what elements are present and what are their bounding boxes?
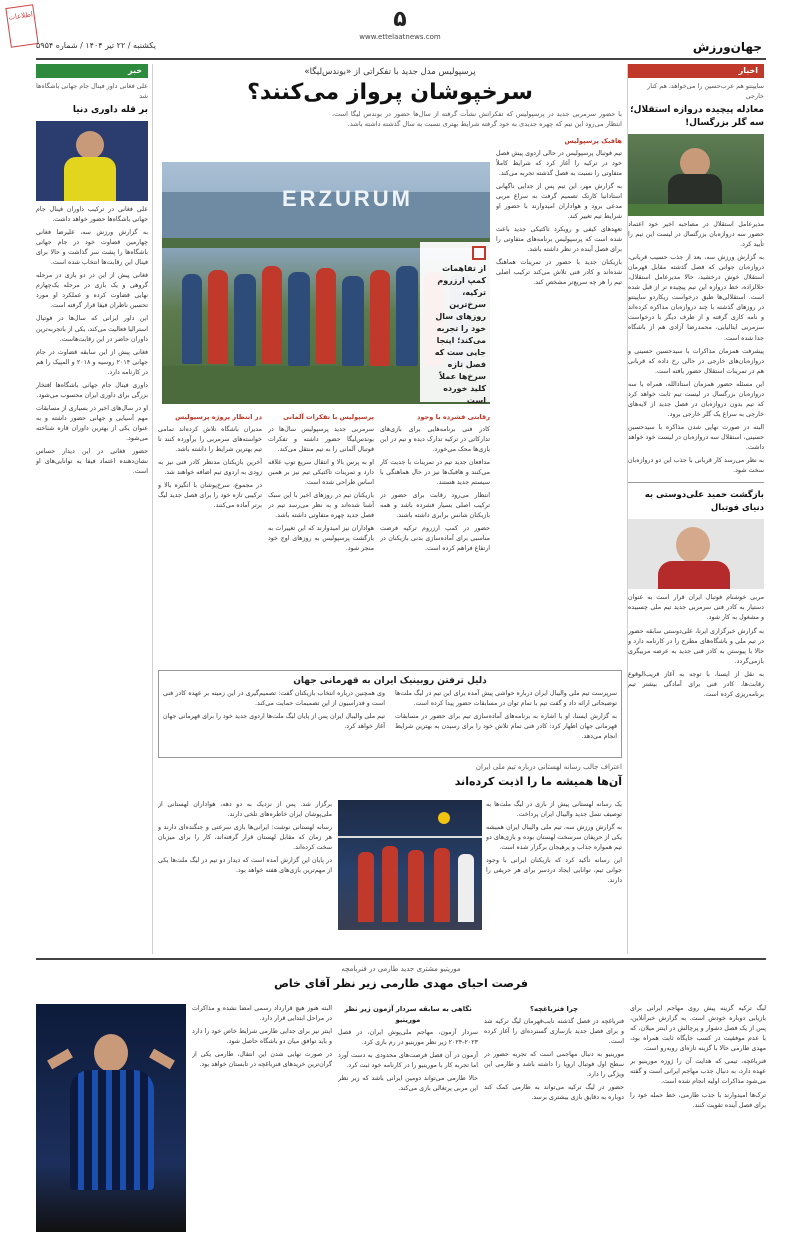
- polish-headline: آن‌ها همیشه ما را اذیت کرده‌اند: [454, 774, 622, 788]
- paragraph: این مسئله حضور همزمان استادالله، همراه با سه دروازه‌بان بزرگسال در لیست تیم ثابت خواهد کرد که تیم بدون دروازه‌بان در فصل جدید از لایه‌های خارجی به سراغ یک گلر خارجی برود.: [628, 380, 764, 418]
- paragraph: فغانی پیش از این در دو بازی در مرحله گروهی و یک بازی در مرحله یک‌چهارم نهایی قضاوت کرده و عملکرد او مورد تحسین ناظران فیفا قرار گرفته است.: [36, 272, 148, 310]
- paragraph: فنرباغچه، تیمی که هدایت آن را ژوزه مورینیو بر عهده دارد، به دنبال جذب مهاجم ایرانی است و گفته می‌شود مذاکرات اولیه انجام شده است.: [630, 1058, 766, 1086]
- paragraph: در صورت نهایی شدن این انتقال، طارمی یکی از گران‌ترین خریدهای فنرباغچه در تابستان خواهد بود.: [192, 1051, 332, 1069]
- left-headline: بر قله داوری دنیا: [72, 104, 148, 115]
- right-body: [628, 220, 764, 477]
- paragraph: تیم ملی والیبال ایران پس از پایان لیگ ملت‌ها اردوی جدید خود را برای قهرمانی جهان آغاز خواهد کرد.: [163, 713, 385, 731]
- bottom-article: [36, 964, 766, 1004]
- bottom-column-2: [484, 1004, 624, 1232]
- paragraph: این داور ایرانی که سال‌ها در فوتبال استرالیا فعالیت می‌کند، یکی از باتجربه‌ترین داوران حاضر در این رقابت‌هاست.: [36, 315, 148, 343]
- taremi-photo: [36, 1004, 186, 1232]
- paragraph: علی فغانی در ترکیب داوران فینال جام جهانی باشگاه‌ها حضور خواهد داشت.: [36, 205, 148, 223]
- polish-kicker: اعتراف جالب رسانه لهستانی درباره تیم ملی ایران: [475, 763, 622, 771]
- polish-column-2: [158, 800, 332, 952]
- paragraph: رسانه لهستانی نوشت: ایرانی‌ها بازی سرعتی و جنگنده‌ای دارند و هر زمان که مقابل لهستان قرار گرفته‌اند، کار را برای میزبان سخت کرده‌اند.: [158, 824, 332, 852]
- subheading: رقابتی فشرده با وجود: [416, 413, 490, 421]
- paragraph: حالا طارمی می‌تواند دومین ایرانی باشد که زیر نظر این مربی پرتغالی بازی می‌کند.: [338, 1075, 478, 1093]
- left-column: [36, 64, 148, 954]
- bottom-column-3: [338, 1004, 478, 1232]
- site-url[interactable]: www.ettelaatnews.com: [359, 33, 441, 41]
- paragraph: به گزارش ورزش سه، علیرضا فغانی چهارمین قضاوت خود در جام جهانی باشگاه‌ها را پشت سر گذاشت و حالا برای فینال این رقابت‌ها انتخاب شده است.: [36, 228, 148, 267]
- bottom-kicker: موریتیو مشتری جدید طارمی در فنربامچه: [341, 965, 461, 973]
- paragraph: سردار آزمون، مهاجم ملی‌پوش ایران، در فصل ۲۰۲۳-۲۰۲۴ زیر نظر مورینیو در رم بازی کرد.: [338, 1028, 478, 1046]
- paragraph: البته در صورت نهایی شدن مذاکره با سیدحسین حسینی، استقلال سه دروازه‌بان در لیست خود خواهد داشت.: [628, 424, 764, 452]
- page-number-block: [340, 8, 460, 43]
- paragraph: او در سال‌های اخیر در بسیاری از مسابقات مهم آسیایی و جهانی حضور داشته و به عنوان یکی از بهترین داوران قاره شناخته می‌شود.: [36, 404, 148, 443]
- main-column-3: [268, 410, 374, 665]
- paragraph: او به پرس بالا و انتقال سریع توپ علاقه دارد و تمرینات تاکتیکی تیم نیز بر همین اساس طراحی شده است.: [268, 458, 374, 486]
- issue-date: یکشنبه / ۲۲ تیر ۱۴۰۴ / شماره ۵۹۵۴: [36, 41, 156, 50]
- polish-column-1: [486, 800, 622, 952]
- paragraph: یک رسانه لهستانی پیش از بازی در لیگ ملت‌ها به توصیف نسل جدید والیبال ایران پرداخت.: [486, 801, 622, 819]
- paragraph: آخرین بازیکنان مدنظر کادر فنی نیز به زودی به اردوی تیم اضافه خواهند شد.: [158, 458, 262, 476]
- paragraph: به گزارش ورزش سه، تیم ملی والیبال ایران همیشه یکی از حریفان سرسخت لهستان بوده و بازی‌های دو تیم همواره جذاب و پرهیجان برگزار شده است.: [486, 824, 622, 852]
- right-headline: معادله پیچیده دروازه استقلال؛ سه گلر بزرگسال!: [630, 104, 764, 128]
- main-column-1: [496, 134, 622, 664]
- paragraph: پیشرفت همزمان مذاکرات با سیدحسین حسینی و دروازه‌بان‌های خارجی در حالی رخ داده که قربانی هم در تمرینات استقلال حضور یافته است.: [628, 347, 764, 375]
- paragraph: انتظار می‌رود رقابت برای حضور در ترکیب اصلی بسیار فشرده باشد و همه بازیکنان شانس برابری داشته باشند.: [380, 491, 490, 520]
- paragraph: آزمون در آن فصل فرصت‌های محدودی به دست آورد اما تجربه کار با مورینیو را در کارنامه خود ثبت کرد.: [338, 1051, 478, 1069]
- paragraph: لیگ ترکیه گزینه پیش روی مهاجم ایرانی برای بازیابی دوباره خودش است. به گزارش خبرآنلاین، پس از یک فصل دشوار و پرچالش در اینتر میلان، که با عدم موفقیت در کسب جایگاه ثابت همراه بود، مهدی طارمی حالا با گزینه تازه‌ای روبه‌رو است.: [630, 1005, 766, 1053]
- paragraph: به گزارش ورزش سه، بعد از جذب حسیب قربانی، دروازه‌بان جوانی که فصل گذشته مقابل قهرمان استقلال خوش درخشید، حالا مدیرعامل استقلال، حلالزاده، خط دروازه این تیم پیچیده تر از قبل شده است. استقلالی‌ها طبق درخواست ریکاردو ساپینتو در روزهای گذشته با چند دروازه‌بان مذاکره کرده‌اند و نامه کاری گرفته و از طرف دیگر با درخواست سرمربی ایتالیایی، محمدرضا آزادی هم از باشگاه جدا شده است.: [628, 254, 764, 342]
- paragraph: حضور فغانی در این دیدار حساس نشان‌دهنده اعتماد فیفا به توانایی‌های او است.: [36, 448, 148, 476]
- right-column: [628, 64, 764, 954]
- paragraph: وی همچنین درباره انتخاب بازیکنان گفت: تصمیم‌گیری در این زمینه بر عهده کادر فنی است و فدراسیون از این تصمیمات حمایت می‌کند.: [163, 689, 385, 707]
- paragraph: به گزارش مهر، این تیم پس از جدایی ناگهانی استادانیا کارتک تصمیم گرفت به سراغ مربی مدعی برود و هواداران امیدوارند با حضور او شرایط تیم تغییر کند.: [496, 182, 622, 220]
- coach-headline: بازگشت حمید علی‌دوستی به دنیای فوتبال: [644, 490, 764, 514]
- paragraph: به نقل از ایسنا، با توجه به آغاز قریب‌الوقوع رقابت‌ها، کادر فنی برای آمادگی بیشتر تیم برنامه‌ریزی کرده است.: [628, 670, 764, 698]
- news-tab: اخبار: [628, 64, 764, 78]
- page-number: ۵: [393, 7, 407, 32]
- divider: [152, 64, 153, 954]
- bottom-rule: [36, 958, 766, 960]
- header-rule: [36, 58, 766, 60]
- paragraph: حضور در کمپ ارزروم ترکیه فرصت مناسبی برای آماده‌سازی بدنی بازیکنان در ارتفاع فراهم کرده است.: [380, 525, 490, 553]
- paragraph: بازیکنان جدید با حضور در تمرینات هماهنگ شده‌اند و کادر فنی تلاش می‌کند ترکیب اصلی تیم را هر چه سریع‌تر مشخص کند.: [496, 259, 622, 287]
- paragraph: البته هنوز هیچ قرارداد رسمی امضا نشده و مذاکرات در مراحل ابتدایی قرار دارد.: [192, 1005, 332, 1023]
- quote-text: از تفاهمات کمپ ارزروم ترکیه، سرخ‌ترین روزهای سال خود را تجربه می‌کند؛ اینجا جایی ست که فصل تازه سرخ‌ها عملاً کلید خورده است: [434, 264, 486, 405]
- subheading: پرسپولیس با تفکرات آلمانی: [282, 413, 374, 421]
- column-heading: چرا فنرباغچه؟: [530, 1005, 578, 1013]
- paragraph: بازیکنان تیم در روزهای اخیر با این سبک آشنا شده‌اند و به نظر می‌رسد تیم در فصل جدید چهره متفاوتی داشته باشد.: [268, 491, 374, 520]
- column-heading: نگاهی به سابقه سردار آزمون زیر نظر مورینیو: [344, 1005, 472, 1024]
- paragraph: تعهدهای کیفی و رویکرد تاکتیکی جدید باعث شده است که پرسپولیس برنامه‌های متفاوتی را برای فصل آینده در نظر داشته باشد.: [496, 225, 622, 254]
- paragraph: حضور در لیگ ترکیه می‌تواند به طارمی کمک کند دوباره به دقایق بازی بیشتری برسد.: [484, 1084, 624, 1102]
- paragraph: تیم فوتبال پرسپولیس در حالی اردوی پیش فصل خود در ترکیه را آغاز کرد که شرایط کاملاً متفاوتی را نسبت به فصل گذشته تجربه می‌کند.: [496, 149, 622, 177]
- paragraph: به نظر می‌رسد کار قربانی با جذب این دو دروازه‌بان سخت شود.: [628, 457, 764, 475]
- paragraph: فغانی پیش از این سابقه قضاوت در جام جهانی ۲۰۱۴ روسیه و ۲۰۱۸ و المپیک را هم در کارنامه دارد.: [36, 348, 148, 376]
- paragraph: مدیرعامل استقلال در مصاحبه اخیر خود اعتماد حضور سه دروازه‌بان بزرگسال در لیست این تیم را تأیید کرد.: [628, 220, 764, 248]
- quote-icon: [472, 246, 486, 260]
- main-column-2: [380, 410, 490, 665]
- goalkeeper-photo: [628, 134, 764, 216]
- pull-quote: [420, 242, 490, 405]
- referee-photo: [36, 121, 148, 201]
- coach-photo: [628, 519, 764, 589]
- divider: [627, 64, 628, 954]
- page-header: [0, 0, 800, 62]
- right-kicker: سایپنتو هم عرب‌حسین را می‌خواهد، هم کنار خارجی: [647, 82, 764, 100]
- main-kicker: پرسپولیس مدل جدید با تفکراتی از «بوندس‌لیگا»: [304, 67, 476, 77]
- coach-body: [628, 593, 764, 700]
- paragraph: در مجموع، سرخ‌پوشان با انگیزه بالا و ترکیبی تازه خود را برای فصل جدید لیگ برتر آماده می‌کنند.: [158, 481, 262, 509]
- subheading: در انتظار پروژه پرسپولیس: [175, 413, 262, 421]
- paragraph: سرمربی جدید پرسپولیس سال‌ها در بوندس‌لیگا حضور داشته و تفکرات فوتبال آلمانی را به تیم منتقل می‌کند.: [268, 425, 374, 453]
- left-kicker: علی فغانی داور فینال جام جهانی باشگاه‌ها شد: [36, 82, 148, 100]
- main-column-4: [158, 410, 262, 665]
- volley-box-body: [163, 689, 617, 751]
- bottom-headline: فرصت احیای مهدی طارمی زیر نظر آقای خاص: [274, 976, 528, 990]
- paragraph: ترک‌ها امیدوارند با جذب طارمی، خط حمله خود را برای فصل آینده تقویت کنند.: [630, 1091, 766, 1109]
- left-body: [36, 205, 148, 478]
- paragraph: فنرباغچه در فصل گذشته نایب‌قهرمان لیگ ترکیه شد و برای فصل جدید بازسازی گسترده‌ای را آغاز کرده است.: [484, 1017, 624, 1045]
- paragraph: کادر فنی برنامه‌هایی برای بازی‌های تدارکاتی در ترکیه تدارک دیده و تیم در این بازی‌ها محک می‌خورد.: [380, 425, 490, 453]
- volleyball-photo: [338, 800, 482, 930]
- paragraph: به گزارش ایسنا، او با اشاره به برنامه‌های آماده‌سازی تیم برای حضور در مسابقات قهرمانی جهان اظهار کرد: کادر فنی تمام تلاش خود را برای رسیدن به بهترین شرایط انجام می‌دهد.: [395, 713, 617, 741]
- paragraph: مورینیو به دنبال مهاجمی است که تجربه حضور در سطح اول فوتبال اروپا را داشته باشد و طارمی این ویژگی را دارد.: [484, 1051, 624, 1079]
- subheading: هافبک پرسپولیس: [564, 137, 622, 145]
- bottom-column-4: [192, 1004, 332, 1232]
- paragraph: مدافعان جدید تیم در تمرینات با جدیت کار می‌کنند و هافبک‌ها نیز در حال هماهنگی با سیستم جدید هستند.: [380, 458, 490, 486]
- paragraph: این رسانه تأکید کرد که بازیکنان ایرانی با وجود جوانی تیم، توانایی ایجاد دردسر برای هر حریفی را دارند.: [486, 857, 622, 885]
- main-lead: با حضور سرمربی جدید در پرسپولیس که تفکراتش نشأت گرفته از سال‌ها حضور در بوندس لیگا است، انتظار می‌رود این تیم که چهره جدیدی به خود گرفته شرایط بهتری نسبت به سال گذشته داشته باشد.: [332, 110, 622, 129]
- bottom-column-1: [630, 1004, 766, 1232]
- newspaper-logo: اطلاعات: [5, 4, 38, 48]
- paragraph: به گزارش خبرگزاری ایرنا، علی‌دوستی سابقه حضور در تیم ملی و باشگاه‌های مطرح را در کارنامه دارد و حالا با پیوستن به کادر فنی جدید به عرصه مربیگری بازمی‌گردد.: [628, 627, 764, 665]
- volleyball-box: [158, 670, 622, 758]
- main-headline: سرخپوشان پرواز می‌کنند؟: [247, 80, 533, 106]
- stadium-sign: ERZURUM: [282, 186, 413, 211]
- volley-box-title: دلیل ترفتن روبینیک ایران به قهرمانی جهان: [293, 676, 487, 686]
- news-tab-left: خبر: [36, 64, 148, 78]
- paragraph: در پایان این گزارش آمده است که دیدار دو تیم در لیگ ملت‌ها یکی از مهم‌ترین بازی‌های هفته خواهد بود.: [158, 857, 332, 875]
- paragraph: مدیران باشگاه تلاش کرده‌اند تمامی خواسته‌های سرمربی را برآورده کنند تا تیم بهترین شرایط را داشته باشد.: [158, 425, 262, 453]
- paragraph: سرپرست تیم ملی والیبال ایران درباره حواشی پیش آمده برای این تیم در لیگ ملت‌ها توضیحاتی ارائه داد و گفت تیم با تمام توان در مسابقات حضور پیدا کرده است.: [395, 689, 617, 707]
- section-title: جهان‌ورزش: [692, 40, 762, 54]
- paragraph: اینتر نیز برای جدایی طارمی شرایط خاص خود را دارد و باید توافق میان دو باشگاه حاصل شود.: [192, 1028, 332, 1046]
- paragraph: داوری فینال جام جهانی باشگاه‌ها افتخار بزرگی برای داوری ایران محسوب می‌شود.: [36, 381, 148, 399]
- paragraph: برگزار شد. پس از نزدیک به دو دهه، هواداران لهستانی از ملی‌پوشان ایران خاطره‌های تلخی دارند.: [158, 801, 332, 819]
- paragraph: هواداران نیز امیدوارند که این تغییرات به بازگشت پرسپولیس به روزهای اوج خود منجر شود.: [268, 525, 374, 553]
- paragraph: مربی خوشنام فوتبال ایران قرار است به عنوان دستیار به کادر فنی سرمربی جدید تیم ملی چسبیده و مشغول به کار شود.: [628, 594, 764, 622]
